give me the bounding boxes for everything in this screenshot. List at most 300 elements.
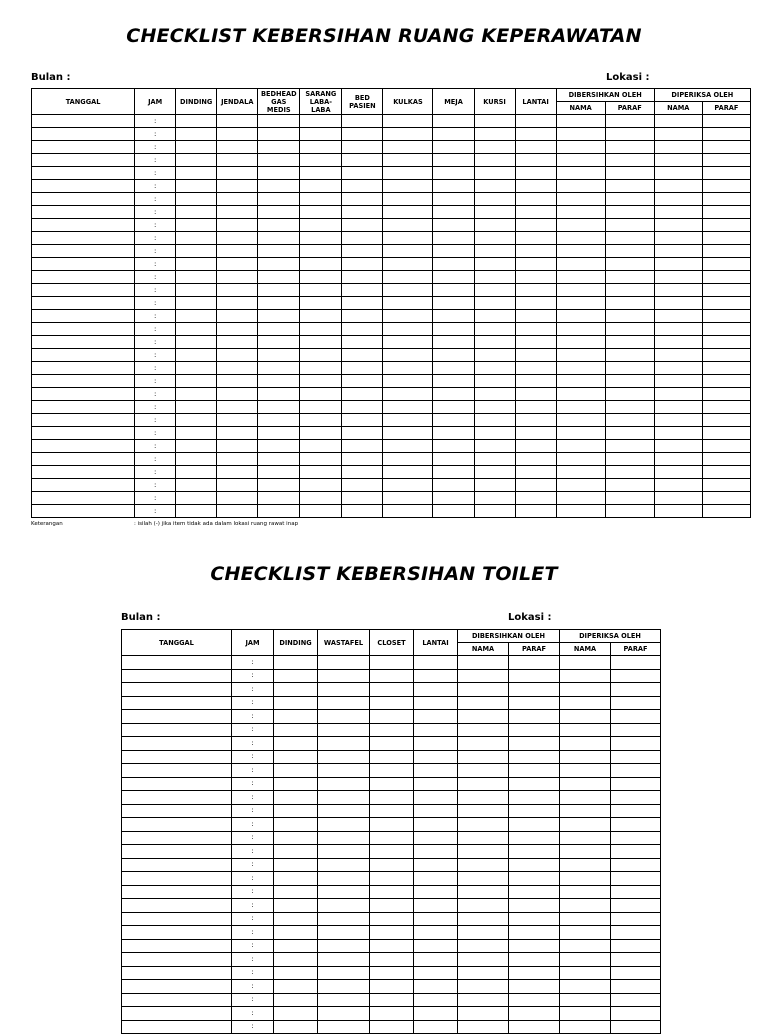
check-cell[interactable]: [556, 128, 605, 141]
tanggal-cell[interactable]: [32, 388, 135, 401]
jam-cell[interactable]: :: [135, 219, 176, 232]
check-cell[interactable]: [300, 297, 342, 310]
check-cell[interactable]: [414, 669, 458, 683]
check-cell[interactable]: [217, 297, 258, 310]
check-cell[interactable]: [217, 219, 258, 232]
check-cell[interactable]: [433, 453, 474, 466]
check-cell[interactable]: [515, 167, 556, 180]
jam-cell[interactable]: :: [232, 737, 274, 751]
check-cell[interactable]: [515, 414, 556, 427]
check-cell[interactable]: [383, 232, 433, 245]
check-cell[interactable]: [414, 858, 458, 872]
check-cell[interactable]: [318, 845, 370, 859]
check-cell[interactable]: [556, 219, 605, 232]
check-cell[interactable]: [560, 993, 611, 1007]
check-cell[interactable]: [258, 245, 300, 258]
tanggal-cell[interactable]: [32, 336, 135, 349]
check-cell[interactable]: [300, 115, 342, 128]
check-cell[interactable]: [654, 245, 702, 258]
check-cell[interactable]: [433, 219, 474, 232]
check-cell[interactable]: [217, 362, 258, 375]
check-cell[interactable]: [274, 737, 318, 751]
check-cell[interactable]: [474, 427, 515, 440]
check-cell[interactable]: [274, 872, 318, 886]
check-cell[interactable]: [605, 466, 654, 479]
check-cell[interactable]: [274, 831, 318, 845]
check-cell[interactable]: [342, 388, 383, 401]
check-cell[interactable]: [383, 297, 433, 310]
jam-cell[interactable]: :: [135, 453, 176, 466]
check-cell[interactable]: [300, 336, 342, 349]
check-cell[interactable]: [458, 750, 509, 764]
check-cell[interactable]: [414, 750, 458, 764]
check-cell[interactable]: [433, 505, 474, 518]
check-cell[interactable]: [414, 723, 458, 737]
check-cell[interactable]: [383, 193, 433, 206]
check-cell[interactable]: [556, 115, 605, 128]
check-cell[interactable]: [383, 219, 433, 232]
check-cell[interactable]: [414, 1020, 458, 1034]
check-cell[interactable]: [300, 219, 342, 232]
jam-cell[interactable]: :: [135, 284, 176, 297]
jam-cell[interactable]: :: [135, 206, 176, 219]
check-cell[interactable]: [474, 154, 515, 167]
check-cell[interactable]: [605, 297, 654, 310]
check-cell[interactable]: [605, 336, 654, 349]
check-cell[interactable]: [383, 271, 433, 284]
tanggal-cell[interactable]: [32, 115, 135, 128]
tanggal-cell[interactable]: [32, 440, 135, 453]
jam-cell[interactable]: :: [135, 258, 176, 271]
check-cell[interactable]: [474, 193, 515, 206]
check-cell[interactable]: [342, 440, 383, 453]
check-cell[interactable]: [217, 206, 258, 219]
check-cell[interactable]: [342, 479, 383, 492]
check-cell[interactable]: [383, 453, 433, 466]
check-cell[interactable]: [274, 804, 318, 818]
check-cell[interactable]: [258, 206, 300, 219]
check-cell[interactable]: [414, 804, 458, 818]
check-cell[interactable]: [702, 401, 750, 414]
check-cell[interactable]: [458, 899, 509, 913]
tanggal-cell[interactable]: [32, 310, 135, 323]
check-cell[interactable]: [654, 271, 702, 284]
check-cell[interactable]: [654, 310, 702, 323]
check-cell[interactable]: [217, 115, 258, 128]
check-cell[interactable]: [217, 401, 258, 414]
check-cell[interactable]: [654, 323, 702, 336]
check-cell[interactable]: [370, 939, 414, 953]
check-cell[interactable]: [509, 993, 560, 1007]
check-cell[interactable]: [318, 656, 370, 670]
check-cell[interactable]: [509, 926, 560, 940]
tanggal-cell[interactable]: [122, 764, 232, 778]
jam-cell[interactable]: :: [232, 872, 274, 886]
check-cell[interactable]: [605, 414, 654, 427]
check-cell[interactable]: [474, 167, 515, 180]
check-cell[interactable]: [383, 284, 433, 297]
check-cell[interactable]: [258, 479, 300, 492]
check-cell[interactable]: [654, 388, 702, 401]
check-cell[interactable]: [414, 872, 458, 886]
check-cell[interactable]: [258, 440, 300, 453]
check-cell[interactable]: [509, 818, 560, 832]
check-cell[interactable]: [342, 505, 383, 518]
check-cell[interactable]: [556, 141, 605, 154]
check-cell[interactable]: [318, 737, 370, 751]
check-cell[interactable]: [605, 167, 654, 180]
check-cell[interactable]: [509, 1007, 560, 1021]
check-cell[interactable]: [370, 683, 414, 697]
check-cell[interactable]: [342, 180, 383, 193]
check-cell[interactable]: [258, 310, 300, 323]
check-cell[interactable]: [300, 492, 342, 505]
check-cell[interactable]: [217, 388, 258, 401]
check-cell[interactable]: [342, 284, 383, 297]
check-cell[interactable]: [274, 777, 318, 791]
check-cell[interactable]: [611, 980, 661, 994]
check-cell[interactable]: [702, 245, 750, 258]
check-cell[interactable]: [258, 388, 300, 401]
check-cell[interactable]: [515, 115, 556, 128]
check-cell[interactable]: [556, 479, 605, 492]
check-cell[interactable]: [414, 912, 458, 926]
check-cell[interactable]: [176, 466, 217, 479]
jam-cell[interactable]: :: [232, 858, 274, 872]
check-cell[interactable]: [383, 401, 433, 414]
check-cell[interactable]: [258, 362, 300, 375]
check-cell[interactable]: [342, 258, 383, 271]
check-cell[interactable]: [605, 232, 654, 245]
check-cell[interactable]: [474, 232, 515, 245]
check-cell[interactable]: [654, 336, 702, 349]
check-cell[interactable]: [258, 297, 300, 310]
check-cell[interactable]: [300, 427, 342, 440]
check-cell[interactable]: [383, 479, 433, 492]
check-cell[interactable]: [509, 912, 560, 926]
check-cell[interactable]: [300, 466, 342, 479]
check-cell[interactable]: [560, 696, 611, 710]
check-cell[interactable]: [383, 349, 433, 362]
jam-cell[interactable]: :: [135, 388, 176, 401]
check-cell[interactable]: [509, 953, 560, 967]
check-cell[interactable]: [258, 427, 300, 440]
check-cell[interactable]: [370, 885, 414, 899]
check-cell[interactable]: [509, 723, 560, 737]
jam-cell[interactable]: :: [135, 362, 176, 375]
check-cell[interactable]: [383, 414, 433, 427]
check-cell[interactable]: [414, 899, 458, 913]
check-cell[interactable]: [605, 388, 654, 401]
check-cell[interactable]: [217, 479, 258, 492]
check-cell[interactable]: [258, 466, 300, 479]
check-cell[interactable]: [370, 993, 414, 1007]
check-cell[interactable]: [176, 219, 217, 232]
check-cell[interactable]: [300, 154, 342, 167]
check-cell[interactable]: [611, 912, 661, 926]
check-cell[interactable]: [458, 872, 509, 886]
check-cell[interactable]: [654, 349, 702, 362]
tanggal-cell[interactable]: [122, 750, 232, 764]
tanggal-cell[interactable]: [32, 206, 135, 219]
check-cell[interactable]: [556, 323, 605, 336]
check-cell[interactable]: [176, 336, 217, 349]
tanggal-cell[interactable]: [122, 669, 232, 683]
check-cell[interactable]: [556, 297, 605, 310]
check-cell[interactable]: [383, 258, 433, 271]
check-cell[interactable]: [605, 440, 654, 453]
check-cell[interactable]: [654, 492, 702, 505]
check-cell[interactable]: [702, 440, 750, 453]
tanggal-cell[interactable]: [122, 777, 232, 791]
check-cell[interactable]: [318, 1007, 370, 1021]
check-cell[interactable]: [702, 492, 750, 505]
check-cell[interactable]: [414, 1007, 458, 1021]
check-cell[interactable]: [318, 750, 370, 764]
check-cell[interactable]: [176, 492, 217, 505]
check-cell[interactable]: [274, 858, 318, 872]
check-cell[interactable]: [300, 349, 342, 362]
check-cell[interactable]: [509, 804, 560, 818]
check-cell[interactable]: [458, 845, 509, 859]
check-cell[interactable]: [560, 953, 611, 967]
tanggal-cell[interactable]: [122, 912, 232, 926]
check-cell[interactable]: [474, 349, 515, 362]
check-cell[interactable]: [176, 180, 217, 193]
check-cell[interactable]: [509, 696, 560, 710]
check-cell[interactable]: [342, 232, 383, 245]
check-cell[interactable]: [611, 939, 661, 953]
check-cell[interactable]: [300, 271, 342, 284]
check-cell[interactable]: [474, 219, 515, 232]
tanggal-cell[interactable]: [32, 453, 135, 466]
check-cell[interactable]: [458, 980, 509, 994]
check-cell[interactable]: [560, 764, 611, 778]
check-cell[interactable]: [515, 219, 556, 232]
check-cell[interactable]: [556, 310, 605, 323]
check-cell[interactable]: [370, 980, 414, 994]
check-cell[interactable]: [654, 193, 702, 206]
check-cell[interactable]: [611, 656, 661, 670]
check-cell[interactable]: [458, 777, 509, 791]
check-cell[interactable]: [611, 872, 661, 886]
check-cell[interactable]: [370, 723, 414, 737]
check-cell[interactable]: [217, 167, 258, 180]
check-cell[interactable]: [414, 764, 458, 778]
check-cell[interactable]: [433, 245, 474, 258]
check-cell[interactable]: [370, 710, 414, 724]
check-cell[interactable]: [654, 141, 702, 154]
jam-cell[interactable]: :: [232, 669, 274, 683]
check-cell[interactable]: [702, 219, 750, 232]
check-cell[interactable]: [217, 245, 258, 258]
jam-cell[interactable]: :: [232, 966, 274, 980]
jam-cell[interactable]: :: [135, 401, 176, 414]
check-cell[interactable]: [515, 453, 556, 466]
check-cell[interactable]: [176, 414, 217, 427]
check-cell[interactable]: [414, 791, 458, 805]
check-cell[interactable]: [258, 154, 300, 167]
check-cell[interactable]: [258, 414, 300, 427]
check-cell[interactable]: [274, 791, 318, 805]
check-cell[interactable]: [258, 167, 300, 180]
check-cell[interactable]: [370, 845, 414, 859]
check-cell[interactable]: [342, 297, 383, 310]
check-cell[interactable]: [370, 858, 414, 872]
check-cell[interactable]: [217, 141, 258, 154]
check-cell[interactable]: [274, 993, 318, 1007]
check-cell[interactable]: [274, 953, 318, 967]
check-cell[interactable]: [342, 414, 383, 427]
check-cell[interactable]: [217, 336, 258, 349]
tanggal-cell[interactable]: [32, 349, 135, 362]
check-cell[interactable]: [433, 258, 474, 271]
jam-cell[interactable]: :: [135, 375, 176, 388]
tanggal-cell[interactable]: [32, 180, 135, 193]
check-cell[interactable]: [515, 349, 556, 362]
check-cell[interactable]: [433, 141, 474, 154]
check-cell[interactable]: [300, 310, 342, 323]
check-cell[interactable]: [509, 777, 560, 791]
check-cell[interactable]: [605, 505, 654, 518]
check-cell[interactable]: [258, 258, 300, 271]
check-cell[interactable]: [176, 271, 217, 284]
check-cell[interactable]: [176, 453, 217, 466]
check-cell[interactable]: [383, 323, 433, 336]
check-cell[interactable]: [318, 885, 370, 899]
check-cell[interactable]: [515, 193, 556, 206]
check-cell[interactable]: [702, 128, 750, 141]
check-cell[interactable]: [176, 349, 217, 362]
check-cell[interactable]: [611, 1020, 661, 1034]
check-cell[interactable]: [611, 845, 661, 859]
check-cell[interactable]: [342, 336, 383, 349]
tanggal-cell[interactable]: [122, 791, 232, 805]
check-cell[interactable]: [654, 206, 702, 219]
check-cell[interactable]: [274, 669, 318, 683]
tanggal-cell[interactable]: [32, 323, 135, 336]
check-cell[interactable]: [611, 683, 661, 697]
jam-cell[interactable]: :: [232, 777, 274, 791]
check-cell[interactable]: [560, 737, 611, 751]
check-cell[interactable]: [702, 414, 750, 427]
check-cell[interactable]: [515, 258, 556, 271]
check-cell[interactable]: [414, 696, 458, 710]
check-cell[interactable]: [342, 271, 383, 284]
check-cell[interactable]: [217, 258, 258, 271]
check-cell[interactable]: [611, 737, 661, 751]
tanggal-cell[interactable]: [122, 993, 232, 1007]
check-cell[interactable]: [176, 388, 217, 401]
check-cell[interactable]: [702, 206, 750, 219]
jam-cell[interactable]: :: [135, 323, 176, 336]
check-cell[interactable]: [458, 791, 509, 805]
check-cell[interactable]: [176, 479, 217, 492]
check-cell[interactable]: [509, 737, 560, 751]
check-cell[interactable]: [654, 401, 702, 414]
check-cell[interactable]: [300, 401, 342, 414]
check-cell[interactable]: [509, 858, 560, 872]
check-cell[interactable]: [383, 141, 433, 154]
check-cell[interactable]: [433, 323, 474, 336]
check-cell[interactable]: [318, 804, 370, 818]
check-cell[interactable]: [274, 683, 318, 697]
check-cell[interactable]: [318, 791, 370, 805]
check-cell[interactable]: [556, 401, 605, 414]
check-cell[interactable]: [342, 141, 383, 154]
check-cell[interactable]: [258, 115, 300, 128]
tanggal-cell[interactable]: [122, 845, 232, 859]
check-cell[interactable]: [300, 323, 342, 336]
jam-cell[interactable]: :: [135, 336, 176, 349]
jam-cell[interactable]: :: [232, 845, 274, 859]
tanggal-cell[interactable]: [32, 128, 135, 141]
check-cell[interactable]: [474, 245, 515, 258]
check-cell[interactable]: [258, 401, 300, 414]
jam-cell[interactable]: :: [135, 297, 176, 310]
tanggal-cell[interactable]: [122, 818, 232, 832]
check-cell[interactable]: [176, 401, 217, 414]
jam-cell[interactable]: :: [232, 710, 274, 724]
check-cell[interactable]: [605, 206, 654, 219]
check-cell[interactable]: [433, 284, 474, 297]
check-cell[interactable]: [458, 912, 509, 926]
check-cell[interactable]: [433, 388, 474, 401]
check-cell[interactable]: [509, 899, 560, 913]
check-cell[interactable]: [474, 505, 515, 518]
check-cell[interactable]: [474, 141, 515, 154]
check-cell[interactable]: [176, 232, 217, 245]
check-cell[interactable]: [654, 479, 702, 492]
check-cell[interactable]: [258, 492, 300, 505]
tanggal-cell[interactable]: [122, 831, 232, 845]
check-cell[interactable]: [458, 710, 509, 724]
check-cell[interactable]: [560, 926, 611, 940]
check-cell[interactable]: [258, 219, 300, 232]
check-cell[interactable]: [509, 980, 560, 994]
check-cell[interactable]: [433, 336, 474, 349]
check-cell[interactable]: [605, 271, 654, 284]
check-cell[interactable]: [370, 791, 414, 805]
check-cell[interactable]: [515, 271, 556, 284]
check-cell[interactable]: [383, 336, 433, 349]
check-cell[interactable]: [611, 926, 661, 940]
check-cell[interactable]: [274, 750, 318, 764]
check-cell[interactable]: [342, 401, 383, 414]
check-cell[interactable]: [560, 912, 611, 926]
tanggal-cell[interactable]: [32, 479, 135, 492]
check-cell[interactable]: [605, 219, 654, 232]
check-cell[interactable]: [383, 362, 433, 375]
check-cell[interactable]: [274, 723, 318, 737]
check-cell[interactable]: [414, 966, 458, 980]
check-cell[interactable]: [515, 505, 556, 518]
check-cell[interactable]: [370, 764, 414, 778]
check-cell[interactable]: [474, 271, 515, 284]
check-cell[interactable]: [556, 362, 605, 375]
jam-cell[interactable]: :: [135, 128, 176, 141]
check-cell[interactable]: [458, 656, 509, 670]
check-cell[interactable]: [605, 284, 654, 297]
check-cell[interactable]: [300, 284, 342, 297]
check-cell[interactable]: [654, 284, 702, 297]
check-cell[interactable]: [611, 750, 661, 764]
check-cell[interactable]: [176, 128, 217, 141]
check-cell[interactable]: [515, 206, 556, 219]
check-cell[interactable]: [414, 845, 458, 859]
check-cell[interactable]: [274, 1020, 318, 1034]
check-cell[interactable]: [414, 980, 458, 994]
